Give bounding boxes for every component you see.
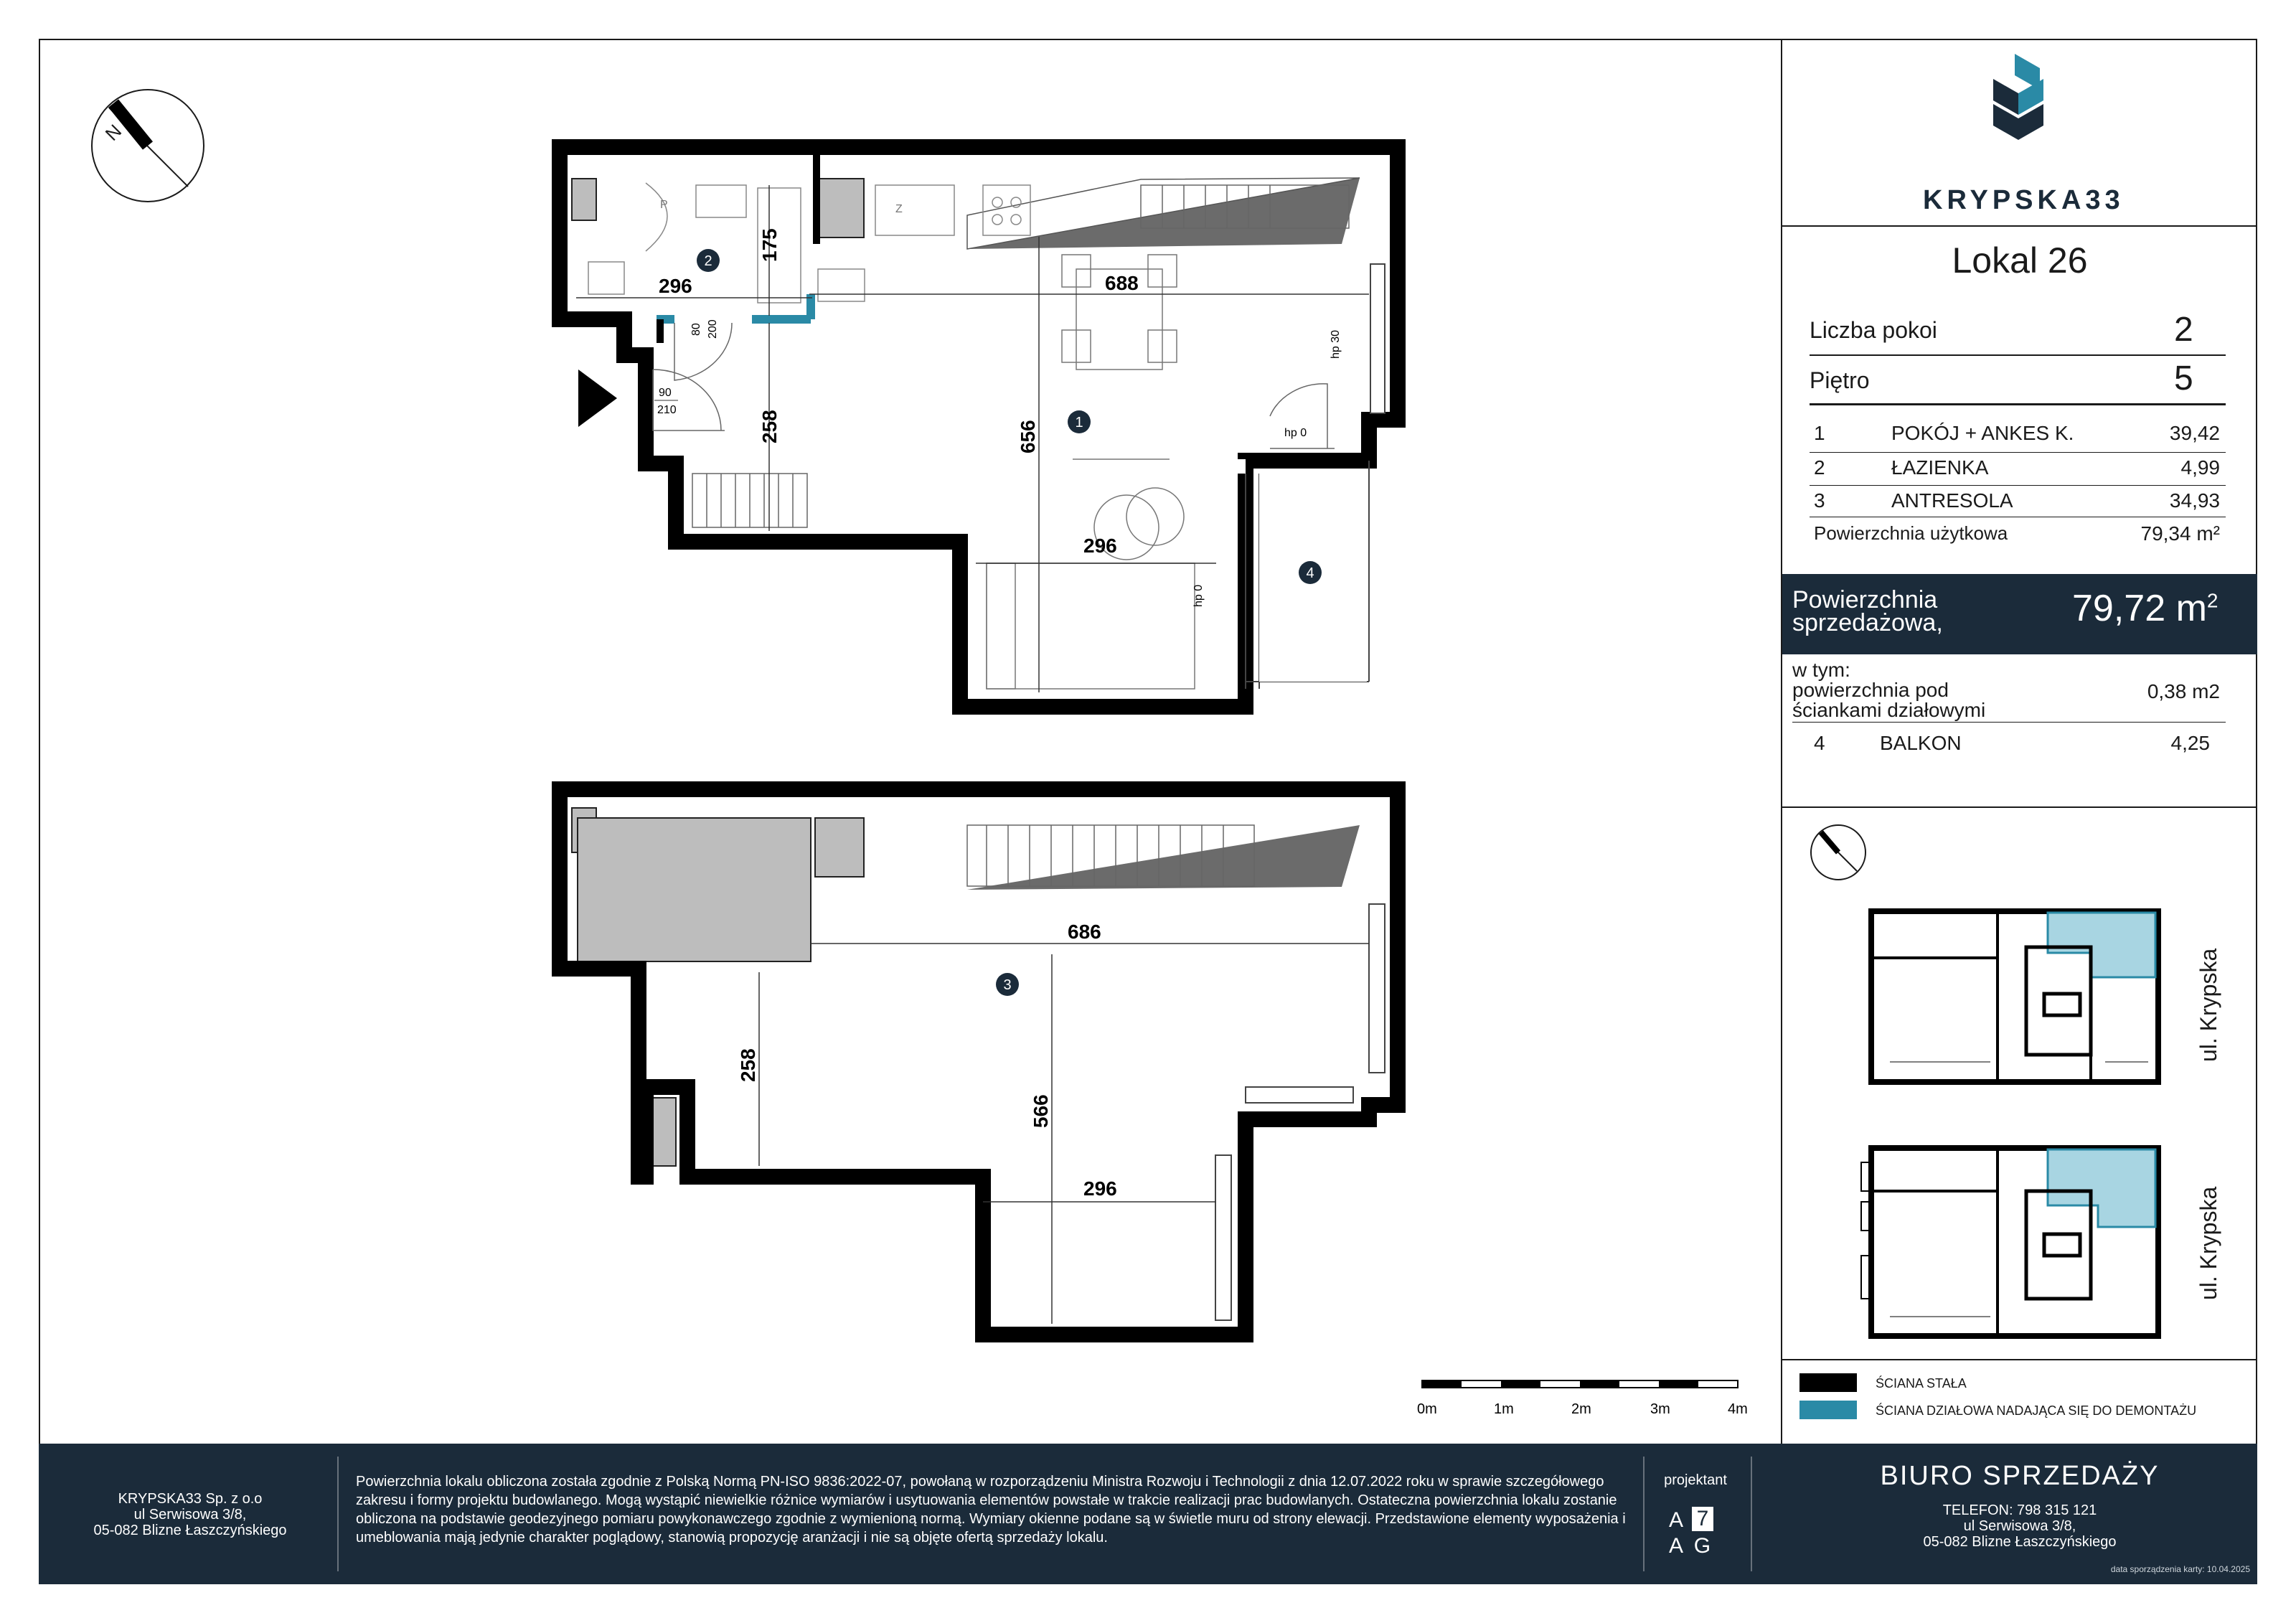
sales-label-line2: sprzedażowa, bbox=[1792, 609, 1943, 636]
sales-value-number: 79,72 m bbox=[2072, 588, 2207, 629]
legend-label-fixed: ŚCIANA STAŁA bbox=[1876, 1376, 1967, 1391]
room-area-2: 4,99 bbox=[2180, 456, 2220, 479]
footer-office bbox=[1782, 1502, 2257, 1550]
keyplan-lower bbox=[1861, 1148, 2158, 1336]
rooms-label: Liczba pokoi bbox=[1810, 317, 1937, 343]
partition-line1: w tym: bbox=[1792, 659, 1850, 681]
fixture-label-z: Z bbox=[895, 203, 903, 215]
scale-tick-1: 1m bbox=[1494, 1401, 1514, 1417]
sales-label-line1: Powierzchnia bbox=[1792, 586, 1938, 613]
partition-label bbox=[1792, 660, 1985, 720]
footer-logo-a: A bbox=[1669, 1508, 1684, 1532]
dim-656: 656 bbox=[1017, 420, 1039, 453]
dim-296-bath: 296 bbox=[659, 275, 692, 297]
compass-small bbox=[1811, 825, 1866, 880]
room-area-3: 34,93 bbox=[2169, 489, 2220, 512]
room-area-1: 39,42 bbox=[2169, 422, 2220, 444]
scale-tick-0: 0m bbox=[1417, 1401, 1437, 1417]
dim-296-upper: 296 bbox=[1083, 535, 1117, 557]
brand-logo-icon bbox=[1986, 50, 2065, 158]
scale-tick-2: 2m bbox=[1571, 1401, 1591, 1417]
scale-bar bbox=[1417, 1380, 1748, 1417]
room-badge-2-text: 2 bbox=[704, 253, 712, 269]
room-name-3: ANTRESOLA bbox=[1891, 489, 2013, 512]
dim-258-lower: 258 bbox=[737, 1048, 759, 1082]
balcony-no: 4 bbox=[1814, 732, 1825, 754]
window-hp0-a: hp 0 bbox=[1284, 427, 1307, 439]
floor-value: 5 bbox=[2174, 359, 2193, 397]
partition-line3: ściankami działowymi bbox=[1792, 699, 1986, 721]
footer-company-line1: KRYPSKA33 Sp. z o.o bbox=[118, 1491, 263, 1507]
room-no-1: 1 bbox=[1814, 422, 1825, 444]
partition-line2: powierzchnia pod bbox=[1792, 679, 1949, 701]
footer-logo-7: 7 bbox=[1692, 1507, 1713, 1531]
street-label-lower: ul. Krypska bbox=[2196, 1186, 2221, 1300]
brand-name: KRYPSKA33 bbox=[1923, 185, 2125, 215]
dim-688: 688 bbox=[1105, 272, 1139, 294]
compass-large bbox=[92, 90, 204, 202]
usable-label: Powierzchnia użytkowa bbox=[1814, 522, 2008, 544]
window-hp0-b: hp 0 bbox=[1192, 584, 1205, 607]
legend-swatch-demolition bbox=[1799, 1401, 1857, 1419]
room-name-1: POKÓJ + ANKES K. bbox=[1891, 422, 2074, 444]
footer-projektant-label: projektant bbox=[1664, 1472, 1727, 1488]
footer-office-line2: ul Serwisowa 3/8, bbox=[1963, 1518, 2076, 1534]
lokal-title: Lokal 26 bbox=[1952, 240, 2088, 281]
footer-date: data sporządzenia karty: 10.04.2025 bbox=[2110, 1564, 2250, 1574]
door-bath-height: 200 bbox=[707, 319, 719, 339]
rooms-value: 2 bbox=[2174, 311, 2193, 349]
sales-label bbox=[1792, 588, 1943, 634]
room-no-2: 2 bbox=[1814, 456, 1825, 479]
footer-note: Powierzchnia lokalu obliczona została zgodnie z Polską Normą PN-ISO 9836:2022-07, powołaną w rozporządzeniu Ministra Rozwoju i Technologii z dnia 12.07.2022 roku w sprawie szczegółowego zakresu i formy projektu budowlanego. Mogą wystąpić niewielkie różnice wymiarów i usytuowania elementów powstałe w trakcie realizacji prac budowlanych. Ostateczna powierzchnia lokalu zostanie obliczona na podstawie geodezyjnego pomiaru powykonawczego zgodnie z wymienioną normą. Wymiary okienne podane są w świetle muru od strony elewacji. Przedstawione elementy wyposażenia i umeblowania mają jedynie charakter poglądowy, stanowią propozycję aranżacji i nie są objęte ofertą sprzedaży lokalu. bbox=[356, 1474, 1626, 1546]
legend-swatch-fixed bbox=[1799, 1373, 1857, 1392]
keyplan-upper bbox=[1871, 911, 2158, 1082]
dim-566: 566 bbox=[1030, 1094, 1052, 1128]
plan-upper bbox=[560, 147, 1398, 707]
dim-686: 686 bbox=[1068, 921, 1101, 943]
fixture-label-p: P bbox=[660, 199, 668, 211]
floor-label: Piętro bbox=[1810, 367, 1870, 393]
legend-label-demolition: ŚCIANA DZIAŁOWA NADAJĄCA SIĘ DO DEMONTAŻU bbox=[1876, 1403, 2197, 1418]
footer-office-title: BIURO SPRZEDAŻY bbox=[1880, 1461, 2160, 1491]
balcony-name: BALKON bbox=[1880, 732, 1962, 754]
scale-tick-3: 3m bbox=[1650, 1401, 1670, 1417]
dim-296-lower: 296 bbox=[1083, 1177, 1117, 1200]
scale-tick-4: 4m bbox=[1728, 1401, 1748, 1417]
footer-company bbox=[72, 1491, 309, 1538]
plan-lower bbox=[560, 789, 1398, 1335]
window-hp30: hp 30 bbox=[1330, 329, 1342, 359]
room-badge-1-text: 1 bbox=[1075, 415, 1083, 431]
footer-company-line2: ul Serwisowa 3/8, bbox=[133, 1507, 247, 1523]
room-badge-3-text: 3 bbox=[1003, 977, 1012, 993]
street-label-upper: ul. Krypska bbox=[2196, 948, 2221, 1062]
door-entry-width: 90 bbox=[659, 387, 672, 399]
room-name-2: ŁAZIENKA bbox=[1891, 456, 1989, 479]
sales-value-sup: 2 bbox=[2206, 589, 2219, 612]
footer-logo-ag: A G bbox=[1669, 1534, 1714, 1558]
balcony-area: 4,25 bbox=[2170, 732, 2210, 754]
usable-value: 79,34 m² bbox=[2140, 522, 2220, 545]
entrance-arrow-icon bbox=[578, 370, 617, 427]
footer-office-line1: TELEFON: 798 315 121 bbox=[1942, 1502, 2097, 1518]
footer-office-line3: 05-082 Blizne Łaszczyńskiego bbox=[1923, 1534, 2117, 1550]
partition-value: 0,38 m2 bbox=[2147, 680, 2220, 702]
door-bath-width: 80 bbox=[690, 323, 702, 336]
footer-company-line3: 05-082 Blizne Łaszczyńskiego bbox=[93, 1523, 287, 1538]
sales-value bbox=[2072, 587, 2218, 630]
dim-175: 175 bbox=[758, 228, 781, 262]
room-badge-4-text: 4 bbox=[1306, 565, 1314, 581]
room-no-3: 3 bbox=[1814, 489, 1825, 512]
dim-258-upper: 258 bbox=[758, 410, 781, 443]
keyplan-drawing bbox=[1782, 811, 2256, 1342]
door-entry-height: 210 bbox=[657, 404, 677, 416]
compass-letter: N bbox=[100, 120, 126, 145]
